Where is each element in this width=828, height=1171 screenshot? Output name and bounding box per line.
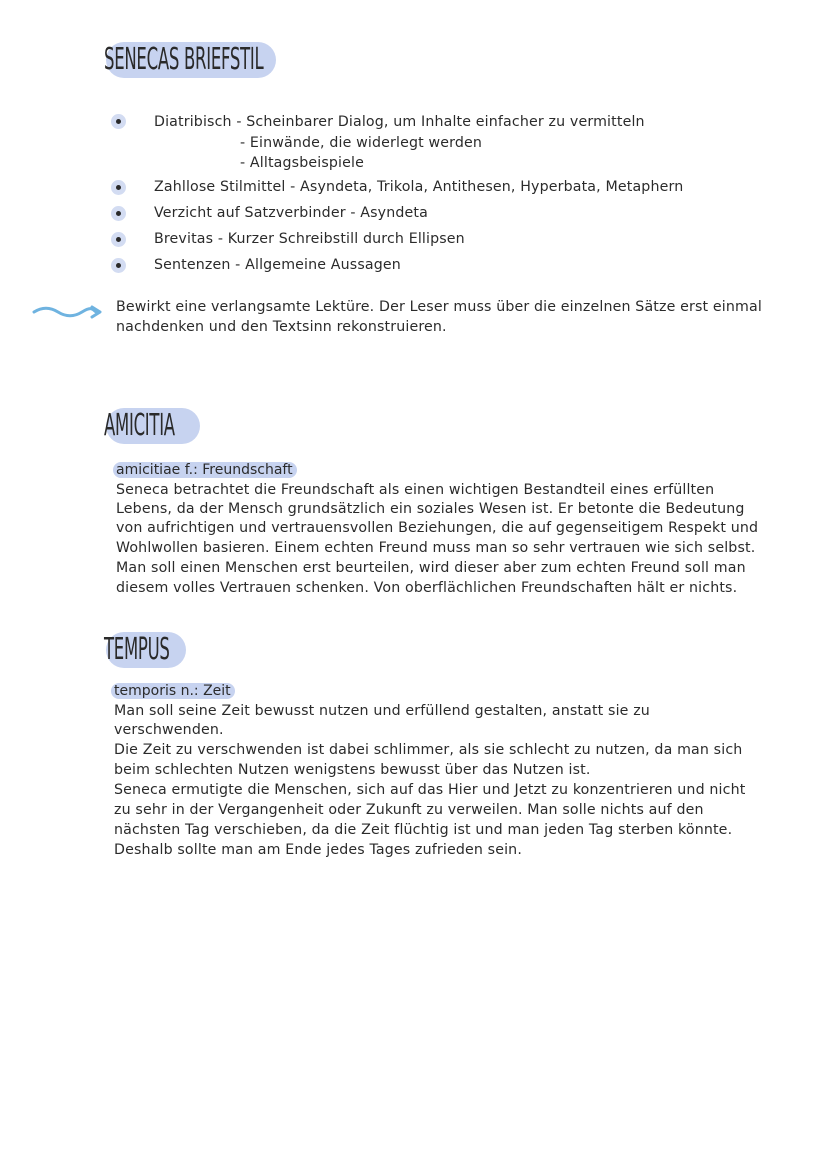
bullet-icon xyxy=(111,180,126,195)
paragraph-line: Seneca ermutigte die Menschen, sich auf das Hier und Jetzt zu konzentrieren und nicht xyxy=(114,782,746,798)
list-item: Zahllose Stilmittel - Asyndeta, Trikola, Antithesen, Hyperbata, Metaphern xyxy=(154,179,684,195)
paragraph-line: Man soll einen Menschen erst beurteilen, wird dieser aber zum echten Freund soll man xyxy=(116,560,746,576)
section-heading-amicitia: AMICITIA xyxy=(104,408,175,443)
paragraph-line: Wohlwollen basieren. Einem echten Freund muss man so sehr vertrauen wie sich selbst. xyxy=(116,540,756,556)
paragraph-line: verschwenden. xyxy=(114,722,224,738)
paragraph-line: Lebens, da der Mensch grundsätzlich ein soziales Wesen ist. Er betonte die Bedeutung xyxy=(116,501,745,517)
list-item: Diatribisch - Scheinbarer Dialog, um Inhalte einfacher zu vermitteln xyxy=(154,114,645,130)
bullet-icon xyxy=(111,232,126,247)
list-subitem: - Alltagsbeispiele xyxy=(240,155,364,171)
wavy-arrow-icon xyxy=(32,302,104,322)
vocabulary-term: amicitiae f.: Freundschaft xyxy=(113,462,297,478)
paragraph-line: von aufrichtigen und vertrauensvollen Beziehungen, die auf gegenseitigem Respekt und xyxy=(116,520,759,536)
list-subitem: - Einwände, die widerlegt werden xyxy=(240,135,483,151)
effect-text: Bewirkt eine verlangsamte Lektüre. Der Leser muss über die einzelnen Sätze erst einmal xyxy=(116,299,762,315)
list-item: Sentenzen - Allgemeine Aussagen xyxy=(154,257,401,273)
paragraph-line: zu sehr in der Vergangenheit oder Zukunft zu verweilen. Man solle nichts auf den xyxy=(114,802,704,818)
paragraph-line: nächsten Tag verschieben, da die Zeit flüchtig ist und man jeden Tag sterben könnte. xyxy=(114,822,733,838)
paragraph-line: Man soll seine Zeit bewusst nutzen und erfüllend gestalten, anstatt sie zu xyxy=(114,703,650,719)
bullet-icon xyxy=(111,114,126,129)
bullet-icon xyxy=(111,258,126,273)
effect-text: nachdenken und den Textsinn rekonstruieren. xyxy=(116,319,447,335)
paragraph-line: diesem volles Vertrauen schenken. Von oberflächlichen Freundschaften hält er nichts. xyxy=(116,580,738,596)
paragraph-line: Deshalb sollte man am Ende jedes Tages zufrieden sein. xyxy=(114,842,522,858)
paragraph-line: Seneca betrachtet die Freundschaft als einen wichtigen Bestandteil eines erfüllten xyxy=(116,482,715,498)
list-item: Brevitas - Kurzer Schreibstill durch Ellipsen xyxy=(154,231,465,247)
list-item: Verzicht auf Satzverbinder - Asyndeta xyxy=(154,205,428,221)
section-heading-tempus: TEMPUS xyxy=(104,632,170,667)
section-heading-briefstil: SENECAS BRIEFSTIL xyxy=(104,42,264,77)
vocabulary-term: temporis n.: Zeit xyxy=(111,683,235,699)
paragraph-line: Die Zeit zu verschwenden ist dabei schlimmer, als sie schlecht zu nutzen, da man sich xyxy=(114,742,743,758)
bullet-icon xyxy=(111,206,126,221)
paragraph-line: beim schlechten Nutzen wenigstens bewusst über das Nutzen ist. xyxy=(114,762,591,778)
